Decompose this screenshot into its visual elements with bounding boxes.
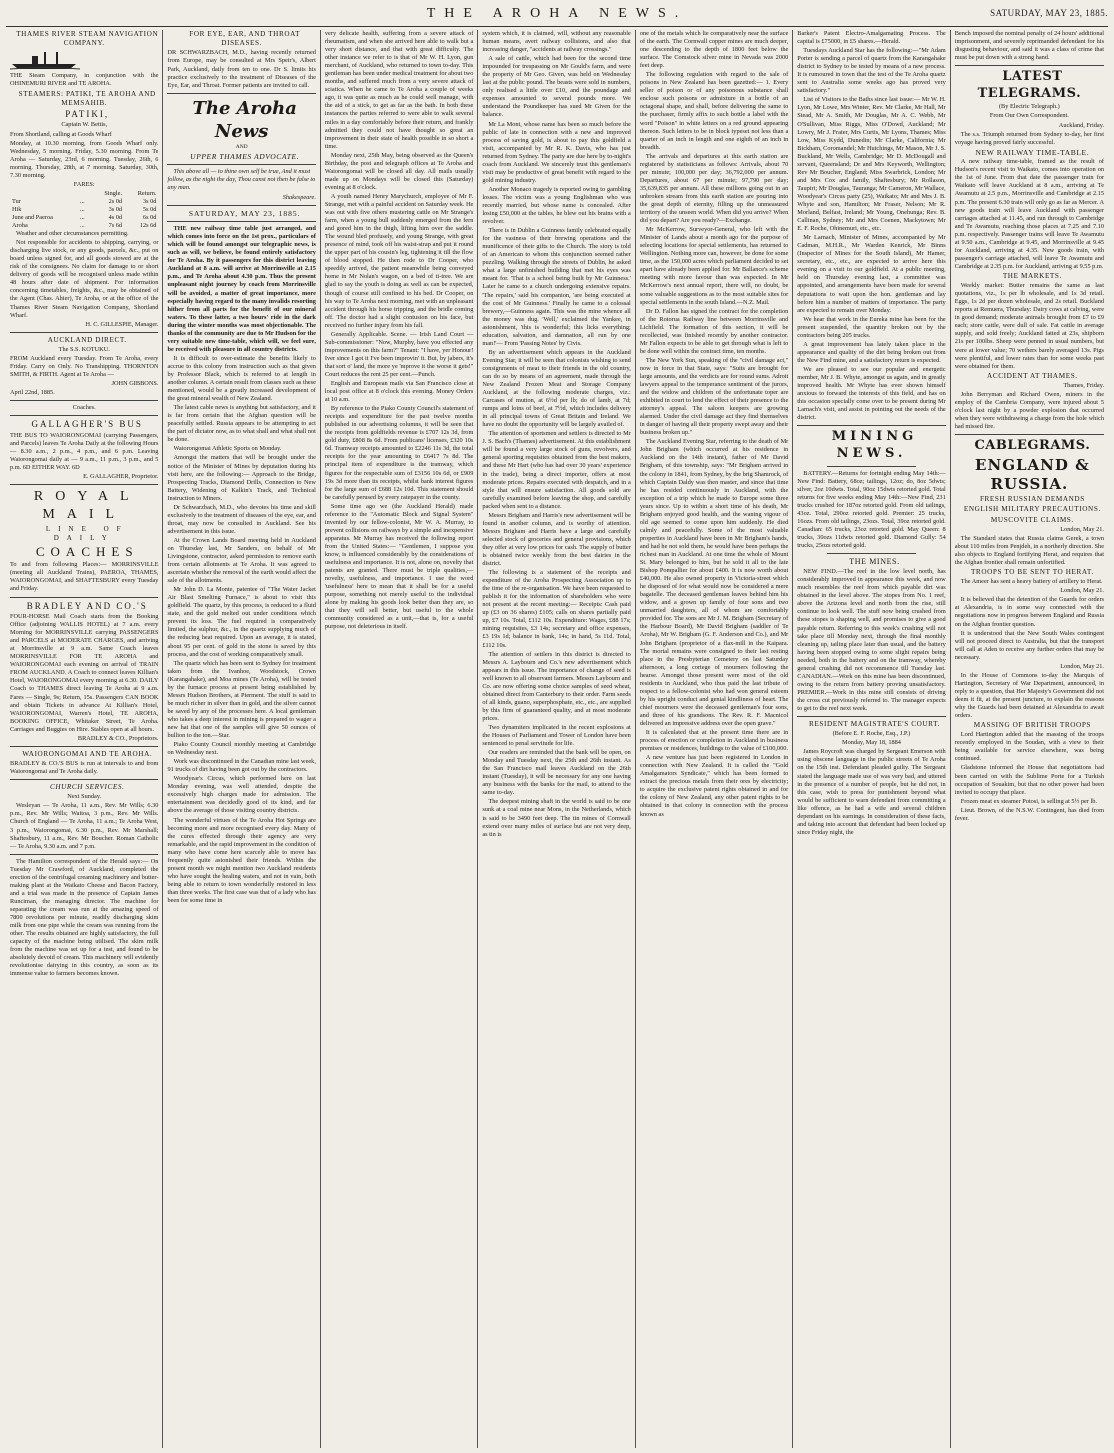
divider xyxy=(167,205,315,206)
fares-cell: ... xyxy=(80,205,85,213)
paper-and: AND xyxy=(235,143,248,150)
fares-cell: ... xyxy=(80,222,85,230)
divider xyxy=(955,65,1104,66)
sailing-schedule: Monday, at 10.30 morning, from Goods Wharf only. Wednesday, 5 morning. Friday, 5.30 morning. From Te Aroha — Saturday, 23rd, 6 morning. Tuesday, 26th, 6 morning. Thursday, 28th, at 7 morning. Saturday, 30th, 7.30 morning. xyxy=(10,139,159,179)
news-paragraph: system which, it is claimed, will, without any reasonable human means, avert railway collisions, and also that increasing danger, "accidents at railway crossings." xyxy=(482,30,631,54)
church-next-sunday: Next Sunday. xyxy=(67,793,102,801)
newspaper-title: THE AROHA NEWS. xyxy=(426,6,688,21)
news-paragraph: Mr McKerrow, Surveyor-General, who left with the Minister of Lands about a month ago for the purpose of selecting locations for special settlements, has returned to Wellington. Nothing more can, however, be done for some time, as the 150,000 acres which parliament decided to set apart have already been applied for. Mr Ballance's scheme meeting with more favour than was expected. In Mr McKerrow's next annual report, there will, no doubt, be some valuable suggestions as to the most suitable sites for special settlements in the south Island.—N.Z. Mail. xyxy=(639,226,789,306)
divider xyxy=(10,484,158,485)
cable-item: In the House of Commons to-day the Marquis of Hartington, Secretary of War Department, announced, in reply to a question, that Her Majesty's Government did not deem it fit, at the present juncture, to explain the reasons why the Guards had been detained at Alexandria to await orders. xyxy=(954,671,1105,720)
accident-report: John Berryman and Richard Owen, miners in the employ of the Cambria Company, were injured about 5 o'clock last night by a powder explosion that occurred when they were withdrawing a charge from the hole which had missed fire. xyxy=(954,390,1105,431)
cable-item: Gladstone informed the House that negotiations had been carried on with the Sublime Porte for a Turkish occupation of Souakim, but that no other power had been invited to occupy that place. xyxy=(954,764,1105,796)
railway-timetable-title: NEW RAILWAY TIME-TABLE. xyxy=(975,147,1090,157)
columns xyxy=(6,30,1108,1448)
kotuku-date: April 22nd, 1885. xyxy=(10,389,55,397)
news-paragraph: List of Visitors to the Baths since last issue:— Mr W. H. Lyon, Mr Lowe, Mrs Winter, Rev. Mr Clarke, Mr Hall, Mr Stead, Mr A. Smith, Mr Douglas, Mr A. C. Webb, Mr O'Sullivan, Miss Riggs, Miss O'Dowd, Auckland; Mr Lowry, Mr J. Frater, Mrs Curtis, Mr Lyons, Thames; Miss Low, Miss Kydd, Dunedin; Mr Clarke, California; Mr Bickham, Coromandel; Mr Hutchings, Mr Mason, Mr J. S. Buckland, Mr Wells, Cambridge; Mr D. McDougall and servant, Queensland; Dr and Mrs Keyworth, Wellington; Rev Mr Boucher, England; Miss Swarbrick, London; Mr and Mrs Cox and family, Shaftesbury; Mr Rollason, Taupiri; Mr Douglas, Tauranga; Mr Cameron, Mr Wallace, Woodyear's Circus party (25), Waikato; Mr and Mrs J. B. Whyte and son, Hamilton; Mr Fraser, Nelson; Mr R. Morland, Belfast, Ireland; Mr Young, Onehunga; Rev. B. Callinan, Sydney; Mr and Mrs Coenen, Mackytown; Mr E. F. Roche, Ohinemuri, etc., etc. xyxy=(797,96,946,233)
church-services-title: CHURCH SERVICES. xyxy=(49,783,125,792)
news-paragraph: The deepest mining shaft in the world is said to be one sunk at a coal mine near Mons, in the Netherlands, which is said to be 3490 feet deep. The tin mines of Cornwall extend over many miles of surface but are not very deep, as tin is xyxy=(482,798,631,838)
news-paragraph: Generally Applicable. Scene. — Irish Land Court — Sub-commissioner: "Now, Murphy, have you effected any improvements on this farm?" Tenant: "I have, yer Honour! Iver since I got it I've been improvin' it. But, by jabers, it's that sort o' land, the more ye 'mprove it the worse it gets!" Court reduces the rent 25 per cent.—Punch. xyxy=(324,330,474,378)
kotuku-signature: JOHN GIBBONS. xyxy=(111,380,159,388)
waio-ad: BRADLEY & CO.'S BUS is run at intervals to and from Waiorongomai and Te Aroha daily. xyxy=(10,760,159,776)
fares-cell: June and Paeroa xyxy=(12,214,53,221)
steamers-list: STEAMERS: PATIKI, TE AROHA AND MEMSAHIB. xyxy=(18,89,156,107)
news-paragraph: The wonderful virtues of the Te Aroha Hot Springs are becoming more and more recognised every day. Many of the cures effected through their agency are very remarkable, and the rapid improvement in the condition of many who have come here scarcely able to move has frequently quite astonished their friends. Within the present month we might mention two Auckland residents who have sought the healing waters, and not in vain, both being able to return to town wonderfully restored in less than three weeks. The first case was that of a lady who has been for some time in xyxy=(167,816,316,904)
news-paragraph: By an advertisement which appears in the Auckland Evening Star, it will be seen that colonists wishing to send consignments of meat to their friends in the old country, can do so by means of an agreement, made through the New Zealand Frozen Meat and Storage Company Auckland, at the following moderate charges, viz.: Carcases of mutton, at 6½d per lb; do of lamb, at 7d; rumps and loins of beef, at 7½d, which includes delivery in all principal towns of Great Britain and Ireland. We have no doubt the opportunity will be largely availed of. xyxy=(482,348,631,429)
news-paragraph: Tuesdays Auckland Star has the following:—"Mr Adam Porter is sending a parcel of quartz from the Karangahake district to Sydney to be tested by means of a new process. It is rumoured in town that the test of the Te Aroha quartz sent to Australia some weeks ago has proved very satisfactory." xyxy=(797,47,946,95)
divider xyxy=(797,716,945,717)
fares-header-row xyxy=(10,190,158,198)
railway-timetable: A new railway time-table, framed as the result of Hudson's recent visit to Waikato, comes into operation on the 1st of June. From that date the passenger train for Waikato will leave Auckland at 8 a.m., arriving at Te Awamutu at 2.5 p.m., Morrinsville and Cambridge at 2.15 p.m. The present 6.30 train will only go as far as Mercer. A new goods train will leave Auckland with passenger carriages attached at 11.45, and run through to Cambridge and Te Awamutu, reaching those places at 7.25 and 7.10 p.m. respectively. Passenger trains will leave Te Awamutu at 9.50 a.m., Cambridge at 9.45, and Morrinsville at 9.45 for Auckland, arriving at 4.35. New goods train, with passenger's carriage attached, will leave Te Awamutu and Cambridge at 2.35 p.m. for Auckland, arriving at 9.55 p.m. xyxy=(954,158,1105,270)
sailing-intro: From Shortland, calling at Goods Wharf xyxy=(10,130,112,138)
fares-cell: 6s 0d xyxy=(142,214,157,221)
eye-ear-ad-title: FOR EYE, EAR, AND THROAT DISEASES. xyxy=(189,30,301,48)
fares-header-cell xyxy=(10,190,78,198)
news-paragraph: Mr John D. La Monte, patentee of "The Water Jacket Air Blast Smelting Furnace," is about to visit this goldfield. The quartz, by this process, is reduced to a fluid state, and the gold melted out under conditions which prevent its loss. The fuel required is comparatively limited, the sulphur, &c., in the quartz supplying much of the reducing heat required. Upon an average, it is stated, about 95 per cent. of gold in the stone is saved by this process, and the cost of working comparatively small. xyxy=(167,586,316,658)
telegram-item: The s.s. Triumph returned from Sydney to-day, her first voyage having proved fairly successful. xyxy=(954,130,1105,146)
telegram-dateline: Auckland, Friday. xyxy=(1058,121,1105,129)
news-paragraph: Mr La Mont, whose name has been so much before the public of late in connection with a new and improved process of saving gold, is about to pay this goldfield a visit, accompanied by Mr R. K. Davis, who has just returned from Sydney. The party are due here by to-night's coach from Auckland. We sincerely trust this gentleman's visit may be productive of great benefit with regard to the gold mining industry. xyxy=(482,120,631,184)
news-paragraph: The following is a statement of the receipts and expenditure of the Aroha Prospecting Association up to the time of the re-organisation. We have been requested to publish it for the information of shareholders who were not present at the recent meeting:— Receipts: Cash paid up (£3 on 36 shares) £105; calls on shares partially paid up, £7 10s. Total, £112 10s. Expenditure: Wages, £88 17s; mining requisites, £3 14s; secretary and office expenses, £3 19s 1d; balance in bank, 14s; in hand, 5s 11d. Total, £112 10s. xyxy=(482,569,631,649)
fares-header-cell xyxy=(78,190,91,198)
coaches-label: Coaches. xyxy=(72,404,96,412)
cable-item: It is understood that the New South Wales contingent will not proceed direct to Australia, but that the transport will call at Aden to receive any further orders that may be necessary. xyxy=(954,629,1105,661)
news-paragraph: Another Monaco tragedy is reported owing to gambling losses. The victim was a young Englishman who was recently married, but whose name is concealed. After losing £50,000 at the tables, he blew out his brains with a revolver. xyxy=(482,185,631,226)
column-4 xyxy=(478,30,635,1448)
news-paragraph: A youth named Henry Marychurch, employee of Mr F. Strange, met with a painful accident on Saturday week. He was out with five others mustering cattle on Mr Strange's farm, when a young bull suddenly emerged from the fern and gored him in the thigh, lifting him over the saddle. The wound bled profusely, and young Strange, with great presence of mind, took off his waist-strap and put it round the upper part of his cousin's leg, tightening it till the flow of blood stopped. He then rode to Dr Cooper, who speedily arrived, the patient meanwhile being conveyed home in Mr Nolan's wagon, on a bed of ti-tree. We are glad to say the youth is doing as well as can be expected, though of course still confined to his bed. Dr Cooper, on his way to Te Aroha next morning, met with an unpleasant accident through his horse tripping, and the bridle coming off. The doctor had a slight contusion on his face, but received no further injury from his fall. xyxy=(324,192,474,329)
waio-title: WAIORONGOMAI AND TE AROHA. xyxy=(22,749,153,758)
news-paragraph: The Auckland Evening Star, referring to the death of Mr John Brigham (which occurred at his residence in Auckland on the 14th instant), father of Mr David Brigham, of this township, says: "Mr Brigham arrived in the colony in 1841, from Sydney, by the brig Shamrock, of which Captain Daldy was then master, and since that time he has resided continuously in Auckland, with the exception of a trip which he made to Europe some three years since. Up to within a short time of his death, Mr Brigham enjoyed good health, and the waning vigour of old age seemed to come upon him suddenly. He died calmly and peacefully. Some of the most valuable properties in Auckland have been in Mr Brigham's hands, and had he not sold them, he would have been perhaps the richest man in Auckland. At one time the whole of Mount St. Mary belonged to him, but he sold it all to the late Bishop Pompallier for about £400. It is now worth about £40,000. He also owned property in Victoria-street which he disposed of for what would now be considered a mere bagatelle. The deceased gentleman leaves behind him his widow, and a grown up family of four sons and two unmarried daughters, all of whom are comfortably provided for. The sons are Mr J. M. Brigham (Secretary of the Harbour Board), Mr David Brigham (saddler of Te Aroha), Mr W. Brigham (G. F. Anderson and Co.), and Mr John Brigham (proprietor of a flax-mill in the Kaipara. The mortal remains were consigned to their last resting place in the Presbyterian Cemetery on last Saturday afternoon, a long cortege of mourners following the hearse. Amongst those present were most of the old residents in Auckland, who thus paid the last tribute of respect to a fellow-colonist who had won general esteem by his upright conduct and genial kindliness of heart. The chief mourners were the deceased gentleman's four sons, and three of his grandsons. The Rev. R. F. Macnicol delivered an impressive address over the open grave." xyxy=(639,438,789,727)
divider xyxy=(167,164,315,165)
leader-article: THE new railway time table just arranged, and which comes into force on the 1st prox., particulars of which will be found amongst our telegraphic news, is such as will, we believe, be found entirely satisfactory for Te Aroha. By it passengers for this district leaving Auckland at 8 a.m. will arrive at Morrinsville at 2.15 p.m., and Te Aroha about 4.30 p.m. Thus the present unpleasant night journey by coach from Morrinsville will be avoided, a matter of great importance, more especially having regard to the many invalids resorting hither from all parts for the benefit of our mineral waters. To these latter, a two hours' ride in the dark during the winter months was most objectionable. The thanks of the community are due to Mr Hudson for the very suitable new time-table, which will, we feel sure, be received with pleasure in all country districts. xyxy=(167,225,316,353)
divider xyxy=(10,400,158,401)
cablegrams-title: CABLEGRAMS. xyxy=(974,438,1091,454)
ohinemuri-ad: THE Steam Company, in conjunction with the OHINEMURI RIVER and TE AROHA. xyxy=(10,72,159,88)
markets-title: THE MARKETS. xyxy=(1002,271,1062,280)
steamship-icon xyxy=(10,50,80,70)
bradley-signature: BRADLEY & CO., Proprietors. xyxy=(77,734,159,742)
cable-item: Frozen meat ex steamer Potosi, is selling at 5½ per lb. xyxy=(960,797,1097,805)
column-2 xyxy=(163,30,320,1448)
news-paragraph: very delicate health, suffering from a severe attack of rheumatism, and when she arrived here able to walk but a very short distance, and that with great difficulty. The other instance we refer to is that of Mr W. H. Lyon, gun merchant, of Auckland, who returned to town to-day. This gentleman has been under medical treatment for about two months, and suffered much from a very severe attack of sciatica. When he came to Te Aroha a couple of weeks ago, it was quite as much as he could well manage, with the aid of a stick, to get as far as the bath. In both these instances the parties referred to were able to walk several miles in a day comfortably before their return, and frankly admitted they could not have thought so great an improvement in their state of health possible in so short a time. xyxy=(324,30,474,150)
cable-item: It is believed that the detention of the Guards for orders at Alexandria, is in some way connected with the negotiations now in progress between England and Russia on the Afghan frontier question. xyxy=(954,596,1105,628)
news-paragraph: one of the metals which lie comparatively near the surface of the earth. The Cornwall copper mines are much deeper, one descending to the depth of 1800 feet below the surface. The Comstock silver mine in Nevada was 2000 feet deep. xyxy=(639,30,789,70)
news-paragraph: The latest cable news is anything but satisfactory, and it is far from certain that the Afghan question will be peacefully settled. Russia appears to be attempting to act the part of dictator now, as to what shall and what shall not be done. xyxy=(167,404,316,444)
news-paragraph: It is calculated that at the present time there are in process of erection or completion in Auckland in business premises or residences, buildings to the value of £100,000. xyxy=(639,729,789,753)
muscovite-claims-heading: MUSCOVITE CLAIMS. xyxy=(990,515,1074,524)
the-mines-title: THE MINES. xyxy=(849,556,900,566)
column-6 xyxy=(793,30,950,1448)
royal-mail-line: LINE OF DAILY xyxy=(45,524,129,542)
divider xyxy=(10,332,158,333)
accident-dateline: Thames, Friday. xyxy=(1063,381,1105,389)
fares-row xyxy=(10,206,158,214)
divider xyxy=(10,854,158,855)
fares-table xyxy=(10,190,158,230)
gallagher-signature: E. GALLAGHER, Proprietor. xyxy=(83,472,159,480)
news-paragraph: Waiorongomai Athletic Sports on Monday. xyxy=(173,445,282,453)
bradley-ad: FOUR-HORSE Mail Coach starts from the Booking Office (adjoining WALLIS HOTEL) at 7 a.m. every Morning for MORRINSVILLE carrying PASSENGERS and PARCELS at MODERATE CHARGES, and arriving at Morrinsville at 9 a.m. Same Coach leaves MORRINSVILLE FOR TE AROHA and WAIORONGOMAI each evening on arrival of TRAIN FROM AUCKLAND. A Coach to connect leaves Killian's Hotel, WAIORONGOMAI every morning at 6.30. DAILY Coach to THAMES direct leaving Te Aroha at 9 a.m. Fares — Single, 9s; Return, 15s. Passengers CAN BOOK and obtain Tickets in advance At Killian's Hotel, WAIORONGOMAI, Warren's Hotel, TE AROHA, BOOKING OFFICE, Whitaker Street, Te Aroha. Carriages and Buggies on Hire. Stables open at all hours. xyxy=(10,613,159,733)
fares-cell: Hik xyxy=(12,205,22,213)
divider xyxy=(797,425,945,426)
accident-title: ACCIDENT AT THAMES. xyxy=(987,371,1078,380)
news-paragraph: Some time ago we (the Auckland Herald) made reference to the "Automatic Block and Signal System" invented by our fellow-colonist, Mr W. A. Murray, to prevent collisions on railways by a simple and inexpensive apparatus. Mr Murray has received the following report from the United States:— "Gentlemen, I suppose you know, is influenced considerably by the considerations of usefulness and importance. It is not, alone on, novelty that patents are granted. There must be triple qualities,—novelty, usefulness, and importance. I use the word 'usefulness' here to mean that it shall be for a useful purpose, something not merely useful to the individual alone by making his goods look better than they are, so that they will sell better, but useful to the whole community considered as a unit,—that is, for a useful purpose, not deleterious in itself. xyxy=(324,502,474,631)
court-before: (Before E. F. Roche, Esq., J.P.) xyxy=(832,730,911,738)
paper-subtitle: UPPER THAMES ADVOCATE. xyxy=(190,151,300,161)
fares-cell: ... xyxy=(80,214,85,221)
fares-cell: Tur xyxy=(12,197,21,205)
news-paragraph: The attention of sportsmen and settlers is directed to Mr J. S. Bach's (Thames) advertisement. At this establishment will be found a very large stock of guns, revolvers, and general sporting requisites obtained from the best makers, and these Mr Hart (who has had over 30 years' experience in the trade), being a direct importer, offers at most moderate prices. Repairs executed with despatch, and in a style that will ensure satisfaction. All goods sold are carefully examined before leaving the shop, and carefully packed when sent to a distance. xyxy=(482,430,631,510)
motto-attribution: Shakespeare. xyxy=(282,193,316,201)
fares-cell: 12s 6d xyxy=(139,222,157,230)
news-paragraph: English and European mails via San Francisco close at local post office at 8 o'clock this evening. Money Orders at 10 a.m. xyxy=(324,380,474,404)
news-paragraph: Two dynamiters implicated in the recent explosions at the Houses of Parliament and Tower of London have been sentenced to penal servitude for life. xyxy=(482,723,631,748)
news-paragraph: There is in Dublin a Guinness family celebrated equally for the vastness of their brewing operations and the munificence of their gifts to the Church. The story is told of an American to whom this conjunction seemed rather puzzling. Walking through the streets of Dublin, he asked what a large unfinished building that met his eyes was meant for. 'That is a school being built by Mr Guinness.' Later he came to a church undergoing extensive repairs. 'The repairs,' said his companion, 'are being executed at the cost of Mr Guinness.' Finally he came to a colossal brewery,—Guinness again. This was the mine whence all the money was dug. 'Well,' exclaimed the Yankee, in astonishment, 'this is wonderful; this licks everything; education, salvation, and damnation, all run by one man!'— From 'Passing Notes' by Civis. xyxy=(482,227,631,347)
news-paragraph: Our readers are reminded that the bank will be open, on Monday and Tuesday next, the 25th and 26th instant. As the San Francisco mail leaves Auckland on the 26th instant (Tuesday), it will be necessary for any one having any business with the banks for the mail, to attend to the same to-day. xyxy=(482,749,631,797)
news-paragraph: The arrivals and departures at this earth station are registered by statisticians as follows: Arrivals, about 70 per minute; 100,000 per day; 36,792,000 per annum. Departures, about 67 per minute; 97,790 per day; 35,639,835 per annum. All these millions going out in an unbroken stream from this earth station are pouring into the great depth of eternity, filling up the unmeasured territory of the unseen world. When did you arrive? When did you depart? Are you ready?—Exchange. xyxy=(639,152,789,225)
fares-cell: 3s 0d xyxy=(108,205,123,213)
cable-item: Lord Hartington added that the massing of the troops recently employed in the Soudan, with a view to their being available for service elsewhere, was being continued. xyxy=(954,731,1105,763)
kotuku-title: The S.S. KOTUKU. xyxy=(58,345,110,353)
steamer-woodcut xyxy=(10,50,158,70)
fares-row xyxy=(10,214,158,222)
fares-row xyxy=(10,222,158,230)
divider xyxy=(167,221,315,222)
fares-note: Weather and other circumstances permitting. xyxy=(16,230,129,238)
massing-troops-heading: MASSING OF BRITISH TROOPS xyxy=(973,721,1092,730)
editorial-dateline: SATURDAY, MAY 23, 1885. xyxy=(188,208,301,218)
news-paragraph: Messrs Brigham and Harris's new advertisement will be found in another column, and is worthy of attention. Messrs Brigham and Harris have a large and carefully selected stock of groceries and general provisions, which they offer at very low prices for cash. The supply of butter is obtained twice weekly from the best dairies in the district. xyxy=(482,511,631,568)
news-paragraph: A new venture has just been registered in London in connection with New Zealand. It is called the "Gold Amalgamators Syndicate," which has been formed to extract the precious metals from their ores by electricity; to acquire the exclusive patent rights obtained in and for the colony of New Zealand, any other patent rights to be obtained in that colony in connection with the process known as xyxy=(639,754,789,818)
court-report-continued: Bench imposed the nominal penalty of 24 hours' additional imprisonment, and severely reprimanded defendant for his disgusting behaviour, and said it was a class of crime that must be put down with a strong hand. xyxy=(954,30,1105,62)
divider xyxy=(10,746,158,747)
fares-header-cell: Single. xyxy=(104,189,123,197)
news-paragraph: It is difficult to over-estimate the benefits likely to accrue to this colony from instruction such as that given by Professor Black, which is referred to at length in another column. A certain result from classes such as these mentioned, would be a greatly increased development of the great mineral wealth of New Zealand. xyxy=(167,354,316,403)
divider xyxy=(827,553,915,554)
military-precautions-heading: ENGLISH MILITARY PRECAUTIONS. xyxy=(963,505,1101,514)
column-7 xyxy=(951,30,1108,1448)
manager-signature: H. C. GILLESPIE, Manager. xyxy=(85,320,159,328)
news-paragraph: Work was discontinued in the Canadian mine last week, 91 trucks of dirt having been got out by the contractors. xyxy=(167,758,316,774)
news-paragraph: The quartz which has been sent to Sydney for treatment taken from the Ivanhoe, Woodstock, Crown (Karangahake), and Moa mines (Te Aroha), will be tested by the furnace process at present being established by Messrs Hudson Brothers, at Pierment. The stuff is said to be much richer in silver than in gold, and the silver cannot be saved by any of the processes here. A local gentleman who takes a deep interest in mining is prepared to wager a new hat that one of the samples will give 50 ounces of bullion to the ton.—Star. xyxy=(167,659,316,740)
issue-date: SATURDAY, MAY 23, 1885. xyxy=(990,8,1108,18)
news-paragraph: Mr Larnach, Minister of Mines, accompanied by Mr Cadman, M.H.R., Mr Warden Kenrick, Mr Binns (Inspector of Mines for the South Island), Mr Hamer, secretary, etc., etc., are expected to arrive here this evening on a visit to our goldfield. At a public meeting, held on Thursday evening last, a committee was appointed, and arrangements have been made for several deputations to wait upon the hon. gentleman and lay before him a number of matters of importance. The party are expected to remain over Monday. xyxy=(797,234,946,314)
news-paragraph: Dr D. Fallon has signed the contract for the completion of the Rotorua Railway line between Morrinsville and Lichfield. The formation of this section, it will be recollected, was finished recently by another contractor. Mr Fallon expects to be able to get through what is left to be done well within the contract time, ten months. xyxy=(639,307,789,355)
news-paragraph: A sale of cattle, which had been for the second time impounded for trespassing on Mr Gould's farm, and were the property of Mr Geo. Given, was held on Wednesday last at the public pound. The beasts were sold in numbers, only realised a little over £10, and the poundage and expenses amounted to several pounds more. We understand the Poundkeeper has sued Mr Given for the balance. xyxy=(482,55,631,119)
fares-cell: 5s 0d xyxy=(142,205,157,213)
bradley-title: BRADLEY AND CO.'S xyxy=(26,600,148,611)
news-paragraph: The New York Sun, speaking of the "civil damage act," now in force in that State, says: "Suits are brought for large amounts, and the verdicts are for round sums. Adroit lawyers appeal to the temperance sentiment of the jurors, and the widow and children of the unfortunate toper are exhibited in court to lend the effect of their presence to the attorney's appeal. The saloon keepers are growing alarmed. Under the civil damage act they find themselves in danger of having all their property swept away and their business broken up." xyxy=(639,356,789,437)
news-paragraph: Piako County Council monthly meeting at Cambridge on Wednesday next. xyxy=(167,741,316,757)
the-mines-report: NEW FIND.—The reef in the low level north, has considerably improved in appearance this week, and now much resembles the reef from which payable dirt was obtained in the level above. The stopes from No. 1 reef, above the Arizona level and north from the rise, still continue to look well. The stuff now being crushed from these stopes is shaping well, and promises to give a good payable return. Referring to this week's crushing will not take place till Monday next, through the final monthly cleaning up, tailing place later than usual, and the battery having been stopped owing to some slight repairs being needed, both in the battery and on the tramway, whereby general crushing did not recommence till Tuesday last. CANADIAN.—Work on this mine has been discontinued, owing to the return from battery proving unsatisfactory. PREMIER.—Work in this mine still consists of driving the cross cut previously referred to. The manager expects to get to the reef next week. xyxy=(797,568,946,712)
kotuku-ad: FROM Auckland every Tuesday. From Te Aroha, every Friday. Carry on Only. No Transhipping. THORNTON SMITH, & FIRTH. Agent at Te Aroha — xyxy=(10,354,159,379)
markets-report: Weekly market: Butter remains the same as last quotations, viz., 1s per lb wholesale, and 1s 3d retail. Eggs, 1s 2d per dozen wholesale, and 2s retail. Buckland reports at Remuera, Thursday: Dairy cows at calving, were in good demand; moderate animals brought from £7 to £9 each; store cattle, were dull of sale. Fat cattle in average supply, and sold freely; Auckland fatted at 23s, shipborn 21s per 100lbs. Sheep were penned in usual numbers, but were at lower value; 70 wethers barely averaged 13s. Pigs were plentiful, and lower rates than for some weeks past were obtained for them. xyxy=(954,282,1105,370)
auckland-direct-title: AUCKLAND DIRECT. xyxy=(47,335,127,344)
news-paragraph: By reference to the Piako County Council's statement of receipts and expenditure for the past twelve months published in our advertising columns, it will be seen that the receipts from goldfields revenue is £707 12s 3d, from gold duty, £808 8s 6d. From publicans' licenses, £320 10s 6d. Tramway receipts amounted to £2246 11s 3d, the total receipts for the year amounting to £6417 7s 8d. The principal item of expenditure is the tramway, which figures for the respectable sum of £3156 10s 6d, or £909 19s 3d more than its receipts, whilst bank interest figures for the large sum of £688 12s 10d. This statement should be carefully perused by every ratepayer in the county. xyxy=(324,405,474,501)
thames-line-title: THAMES RIVER STEAM NAVIGATION COMPANY. xyxy=(16,30,159,48)
royal-coaches-title: COACHES xyxy=(35,543,139,559)
cable-dateline: London, May 21. xyxy=(1060,525,1105,533)
news-paragraph: A great improvement has lately taken place in the appearance and quality of the dirt being broken out from the New Find mine, and a satisfactory return is expected. xyxy=(797,340,946,364)
court-report: James Roycroft was charged by Sergeant Emerson with using obscene language in the public streets of Te Aroha on the 15th inst. Defendant pleaded guilty. The Sergeant stated the language made use of was very bad, and uttered in the presence of a number of people, but he did not, in this case, wish to press for punishment beyond what would be sufficient to warn defendant from committing a like offence, as he had a wife and several children dependant on his earnings. In consideration of these facts, and taking into account that defendant had been locked up since Friday night, the xyxy=(797,748,946,836)
fares-row xyxy=(10,198,158,206)
cable-dateline: London, May 21. xyxy=(1060,662,1105,670)
court-date: Monday, May 18, 1884 xyxy=(842,739,901,747)
church-services-list: Wesleyan — Te Aroha, 11 a.m., Rev. Mr Wills; 6.30 p.m., Rev. Mr Wills; Waitoa, 3 p.m., Rev. Mr Wills. Church of England — Te Aroha, 11 a.m.; Te Aroha West, 3 p.m., Waiorongomai, 6.30 p.m., Rev. Mr Marshall; Shaftesbury, 11 a.m., Rev. Mr Boucher. Roman Catholic — Te Aroha, 9.30 a.m. and 7 p.m. xyxy=(10,802,159,850)
company-notice: Not responsible for accidents to shipping, carrying, or discharging live stock, or any goods, parcels, &c., put on board unless signed for, and all goods stowed are at the risk of the consignees. No claim for damage to or short delivery of goods will be recognised unless made within 48 hours after date of shipment. For information concerning timetables, freights, &c., may be obtained of the Agent (Chas. Ahier), Te Aroha, or at the office of the Thames River Steam Navigation Company, Shortland Wharf. xyxy=(10,239,159,319)
cable-item: Lieut. Brown, of the N.S.W. Contingent, has died from fever. xyxy=(954,806,1105,822)
divider xyxy=(827,466,915,467)
hamilton-story: The Hamilton correspondent of the Herald says:— On Tuesday Mr Crawford, of Auckland, completed the erection of the centrifugal creaming machinery and butter-making plant at the Waikato Cheese and Bacon Factory, and a trial was made in the presence of Captain James Runciman, the managing director. The machine for separating the cream was run at the amazing speed of 7800 revolutions per minute, readily discharging skim milk from one pipe while the cream was running from the other. The results obtained are highly satisfactory, the full capacity of the machine being utilised. The skim milk from the machine was set up for a test, and found to be absolutely devoid of cream. This machinery will evidently revolutionise dairying in this country, as soon as its immense value to farmers becomes known. xyxy=(10,857,159,978)
fares-cell: ... xyxy=(80,197,85,205)
royal-mail-title: ROYAL MAIL xyxy=(33,489,141,522)
fares-cell: Aroha xyxy=(12,222,28,230)
column-5 xyxy=(636,30,793,1448)
troops-herat-heading: TROOPS TO BE SENT TO HERAT. xyxy=(970,568,1094,577)
fares-cell: 2s 0d xyxy=(108,197,123,205)
mining-news-title: MINING NEWS. xyxy=(831,429,918,461)
telegrams-from: From Our Own Correspondent. xyxy=(989,112,1069,120)
cable-dateline: London, May 21. xyxy=(1060,587,1105,595)
fares-title: FARES: xyxy=(73,180,95,188)
court-title: RESIDENT MAGISTRATE'S COURT. xyxy=(808,720,940,729)
divider xyxy=(10,779,158,780)
news-paragraph: We hear that work in the Eureka mine has been for the present suspended, the quantity broken out by the contractors being 205 trucks. xyxy=(797,315,946,339)
fares-cell: 7s 6d xyxy=(108,222,123,230)
fares-header-cell: Return. xyxy=(137,189,157,197)
latest-telegrams-title: LATEST TELEGRAMS. xyxy=(977,69,1082,101)
gallagher-title: GALLAGHER'S BUS xyxy=(31,419,143,430)
news-paragraph: Monday next, 25th May, being observed as the Queen's Birthday, the post and telegraph offices at Te Aroha and Waiorongomai will be closed all day. All mails usually made up on Mondays will be closed this (Saturday) evening at 8 o'clock. xyxy=(324,151,474,191)
paper-name: The Aroha News xyxy=(192,97,297,142)
shakespeare-motto: This above all — to thine own self be true, And it must follow, as the night the day, Thou canst not then be false to any man. xyxy=(167,168,316,192)
column-3 xyxy=(321,30,478,1448)
royal-mail-ad: To and from following Places:— MORRINSVILLE (meeting all Auckland Trains), PAEROA, THAMES, WAIORONGOMAI, and SHAFTESBURY every Tuesday and Friday. xyxy=(10,561,159,593)
divider xyxy=(10,415,158,416)
news-paragraph: Amongst the matters that will be brought under the notice of the Minister of Mines by deputation during his visit here, are the following:— Approach to the Bridge, Prospecting Tracks, Diamond Drills, Connection to New Battery, Widening of Kalkin's Track, and Technical Instruction to Miners. xyxy=(167,454,316,502)
captain-name: Captain W. Bettis, xyxy=(61,121,108,129)
patiki-title: PATIKI, xyxy=(65,108,110,119)
news-paragraph: Dr Schwarzbach, M.D., who devotes his time and skill exclusively to the treatment of diseases of the eye, ear, and throat, may now be consulted in Auckland. See his advertisement in this issue. xyxy=(167,503,316,535)
divider xyxy=(167,93,315,94)
column-1 xyxy=(6,30,163,1448)
divider xyxy=(10,597,158,598)
fares-cell: 3s 0d xyxy=(142,197,157,205)
news-paragraph: The following regulation with regard to the sale of poisons in New Zealand has been gazetted:— 1. Every seller of poison or of any poisonous substance shall enclose such poisons or admixture in a bottle of an octagonal shape, and shall, before delivering the same to the purchaser, firmly affix to such bottle a label with the word "Poison" in white letters on a red ground appearing thereon. Such letters to be in block typeset not less than a quarter of an inch in length and one eighth of an inch in breadth. xyxy=(639,71,789,151)
england-russia-title: ENGLAND & RUSSIA. xyxy=(975,455,1090,493)
news-paragraph: Barker's Patent Electro-Amalgamating Process. The capital is £75000, in £5 shares.—Herald. xyxy=(797,30,946,46)
eye-ear-ad: DR SCHWARZBACH, M.D., having recently returned from Europe, may be consulted at Mrs Speir's, Albert Park, Auckland, daily from ten to one. Dr S. limits his practice exclusively to the treatment of Diseases of the Eye, Ear, and Throat. Former patients are invited to call. xyxy=(167,49,316,89)
mining-returns: BATTERY.—Returns for fortnight ending May 14th:— New Find: Battery, 68oz; tailings, 12oz; do, 8oz 5dwts; silver, 2oz 10dwts. Total, 90oz 15dwts retorted gold. Total returns for five weeks ending May 14th:—New Find, 231 trucks crushed for 187oz retorted gold. From old tailings, 43oz. Total, 290oz retorted gold. Premier: 25 trucks, 16ozs. From old tailings, 23ozs. Total, 39oz retorted gold. Canadian: 65 trucks, 23oz retorted gold. May Queen: 8 trucks, 30ozs 11dwts retorted gold. Diamond Gully: 54 trucks, 25ozs retorted gold. xyxy=(797,469,946,549)
news-paragraph: The attention of settlers in this district is directed to Messrs A. Laybourn and Co.'s new advertisement which appears in this issue. The importance of change of seed is well known to all observant farmers. Messrs Laybourn and Co. are now offering some choice samples of seed wheat, obtained direct from Canterbury to their order. Farm seeds of all kinds, guano, superphosphate, etc., etc., are supplied by this firm of guaranteed quality, and at most moderate prices. xyxy=(482,650,631,722)
fresh-demands-heading: FRESH RUSSIAN DEMANDS xyxy=(979,495,1085,504)
news-paragraph: Woodyear's Circus, which performed here on last Monday evening, was well attended, despite the excessively high charges made for admission. The entertainment was decidedly good of its kind, and far above the average of those visiting country districts. xyxy=(167,775,316,815)
news-paragraph: At the Crown Lands Board meeting held in Auckland on Thursday last, Mr Sanders, on behalf of Mr Livingstone, contractor, asked permission to remove earth from certain allotments at Te Aroha. It was agreed to ascertain whether the removal of the earth would affect the sale of the allotments. xyxy=(167,536,316,585)
gallagher-ad: THE BUS TO WAIORONGOMAI (carrying Passengers, and Parcels) leaves Te Aroha Daily at the following Hours — 8.30 a.m., 2 p.m., 4 p.m., and 6 p.m. Leaving Waiorongomai daily at — 9 a.m., 11 p.m., 3 p.m., and 5 p.m. 6D EITHER WAY. 6D xyxy=(10,431,159,471)
cable-item: The Ameer has sent a heavy battery of artillery to Herat. xyxy=(960,578,1103,586)
cable-item: The Standard states that Russia claims Gerek, a town about 110 miles from Penjdeh, in a northerly direction. She also objects to England fortifying Herat, and requires that the Afghan frontier shall remain unfortified. xyxy=(954,534,1105,566)
telegrams-subtitle: (By Electric Telegraph.) xyxy=(998,103,1060,111)
fares-cell: 4s 0d xyxy=(108,214,123,221)
news-paragraph: We are pleased to see our popular and energetic member, Mr J. B. Whyte, amongst us again, and in greatly improved health. Mr Whyte has ever shown himself anxious to forward the interests of this field, and has on this occasion specially come over to be present during Mr Larnach's visit, and assist in pointing out the needs of the district. xyxy=(797,365,946,422)
masthead xyxy=(6,4,1108,27)
divider xyxy=(955,434,1104,435)
